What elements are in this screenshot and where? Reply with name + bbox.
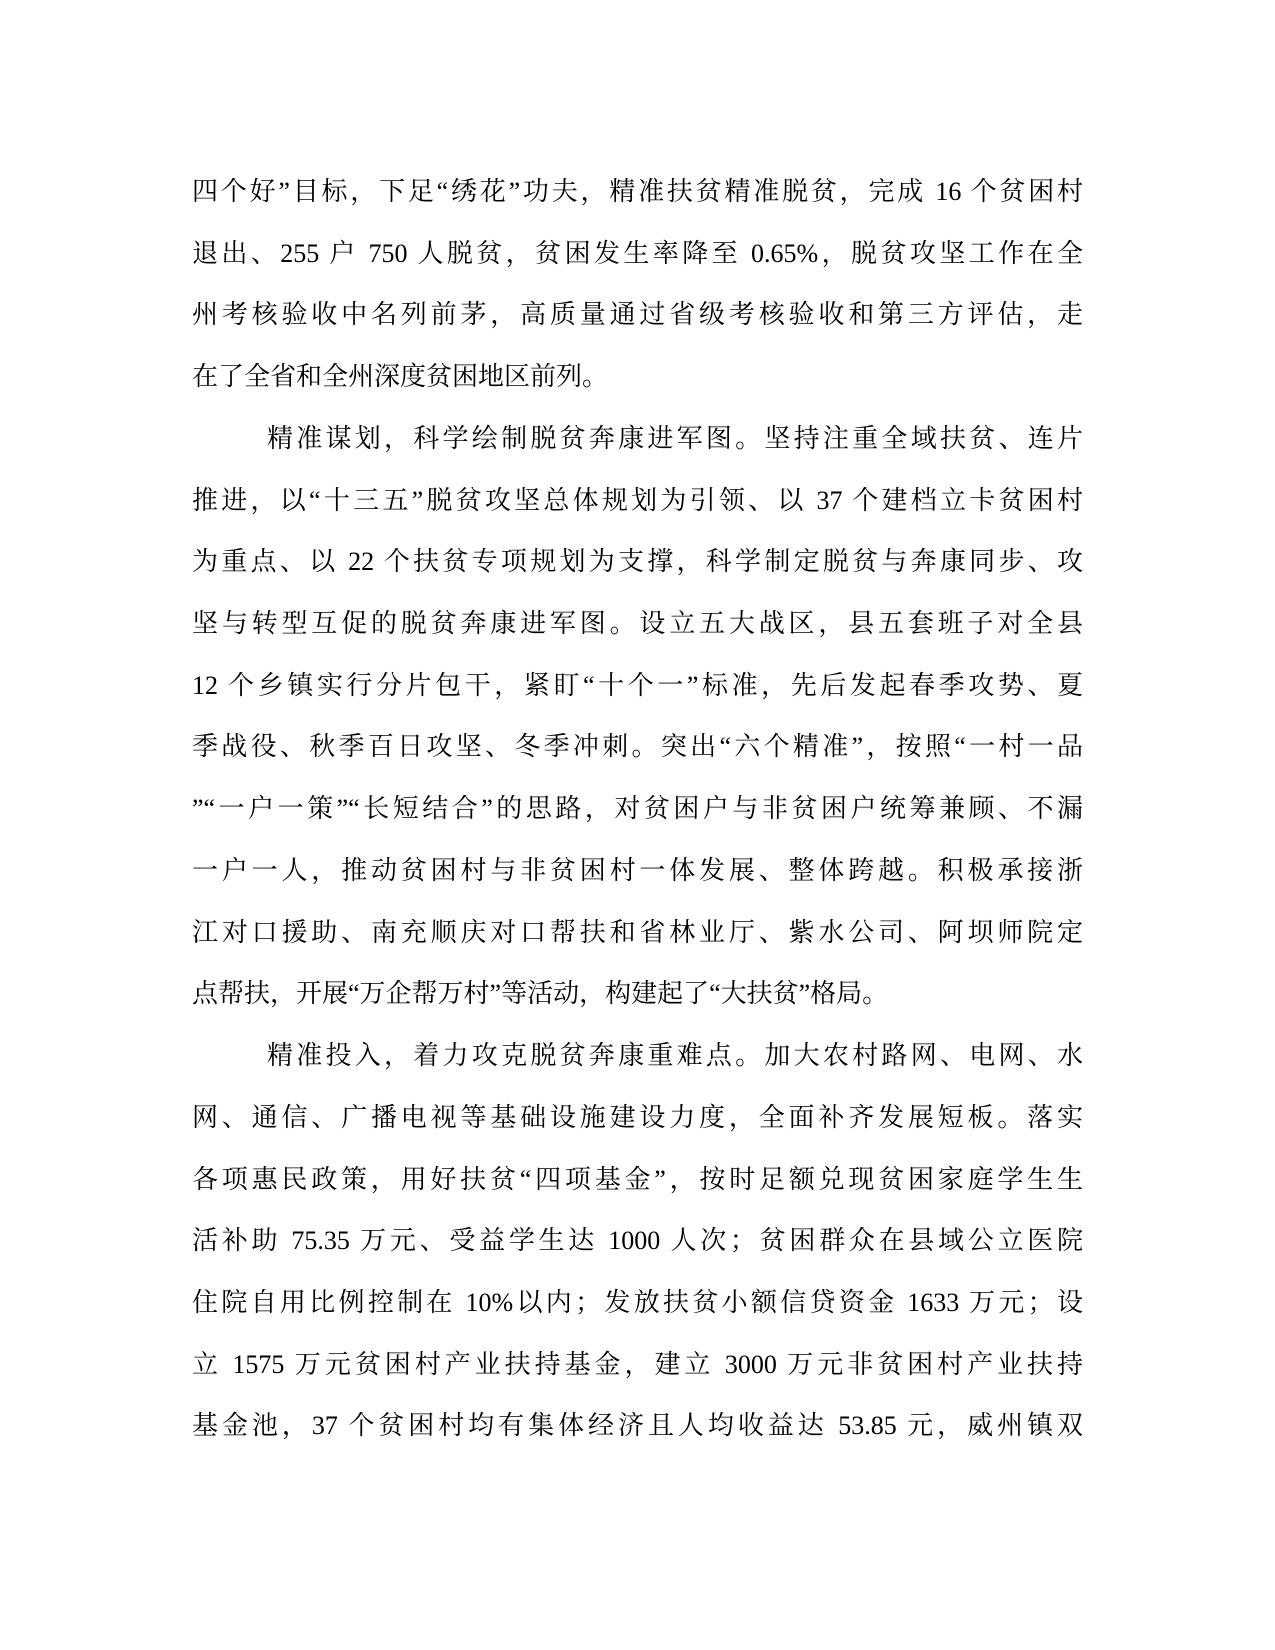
text-line: ”“一户一策”“长短结合”的思路，对贫困户与非贫困户统筹兼顾、不漏 xyxy=(192,794,1083,824)
text-line: 一户一人，推动贫困村与非贫困村一体发展、整体跨越。积极承接浙 xyxy=(192,855,1083,885)
text-line: 江对口援助、南充顺庆对口帮扶和省林业厅、紫水公司、阿坝师院定 xyxy=(192,917,1083,947)
text-line: 退出、255 户 750 人脱贫，贫困发生率降至 0.65%，脱贫攻坚工作在全 xyxy=(192,238,1083,268)
text-line: 坚与转型互促的脱贫奔康进军图。设立五大战区，县五套班子对全县 xyxy=(192,609,1083,639)
text-line: 精准谋划，科学绘制脱贫奔康进军图。坚持注重全域扶贫、连片 xyxy=(267,423,1083,453)
text-line: 推进，以“十三五”脱贫攻坚总体规划为引领、以 37 个建档立卡贫困村 xyxy=(192,485,1083,515)
document-body xyxy=(192,161,1083,1457)
text-line: 精准投入，着力攻克脱贫奔康重难点。加大农村路网、电网、水 xyxy=(267,1041,1083,1071)
text-line: 活补助 75.35 万元、受益学生达 1000 人次；贫困群众在县域公立医院 xyxy=(192,1226,1083,1256)
text-line: 12 个乡镇实行分片包干，紧盯“十个一”标准，先后发起春季攻势、夏 xyxy=(192,670,1083,700)
text-line: 在了全省和全州深度贫困地区前列。 xyxy=(192,362,609,392)
text-line: 四个好”目标，下足“绣花”功夫，精准扶贫精准脱贫，完成 16 个贫困村 xyxy=(192,177,1083,206)
text-line: 各项惠民政策，用好扶贫“四项基金”，按时足额兑现贫困家庭学生生 xyxy=(192,1164,1083,1194)
text-line: 点帮扶，开展“万企帮万村”等活动，构建起了“大扶贫”格局。 xyxy=(192,979,889,1009)
text-line: 季战役、秋季百日攻坚、冬季冲刺。突出“六个精准”，按照“一村一品 xyxy=(192,732,1083,762)
text-line: 立 1575 万元贫困村产业扶持基金，建立 3000 万元非贫困村产业扶持 xyxy=(192,1349,1083,1379)
text-line: 州考核验收中名列前茅，高质量通过省级考核验收和第三方评估，走 xyxy=(192,300,1083,330)
text-line: 基金池，37 个贫困村均有集体经济且人均收益达 53.85 元，威州镇双 xyxy=(192,1411,1083,1441)
text-line: 为重点、以 22 个扶贫专项规划为支撑，科学制定脱贫与奔康同步、攻 xyxy=(192,547,1083,577)
text-line: 住院自用比例控制在 10%以内；发放扶贫小额信贷资金 1633 万元；设 xyxy=(192,1287,1083,1317)
text-line: 网、通信、广播电视等基础设施建设力度，全面补齐发展短板。落实 xyxy=(192,1102,1083,1132)
